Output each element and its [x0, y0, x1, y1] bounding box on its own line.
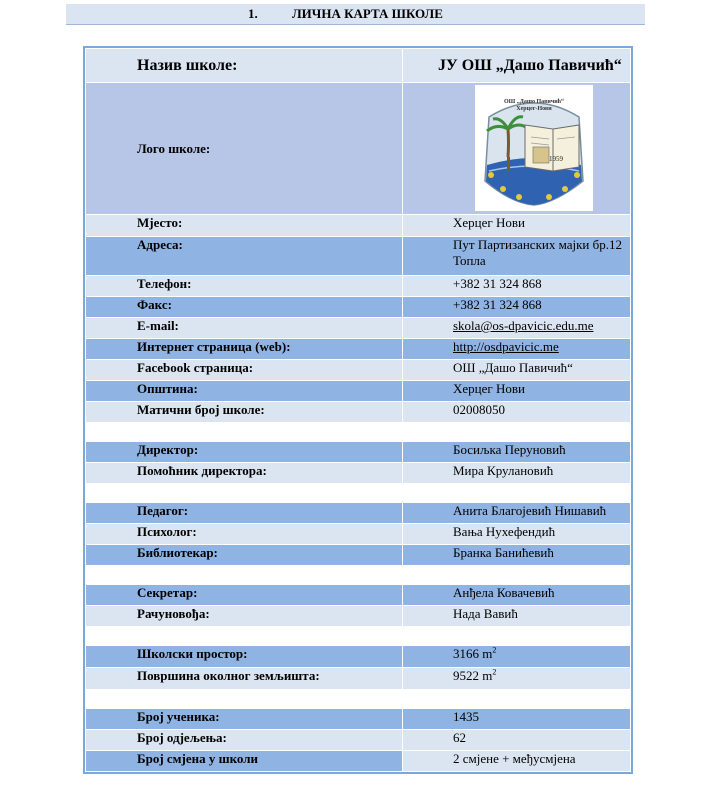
website-link[interactable]: http://osdpavicic.me	[453, 339, 559, 354]
table-row-sekretar	[86, 585, 631, 606]
email-cell	[403, 318, 631, 339]
table-row-school-name	[86, 49, 631, 83]
row-value-land	[403, 668, 631, 690]
row-value: Анита Благојевић Нишавић	[403, 503, 631, 524]
row-value: +382 31 324 868	[403, 297, 631, 318]
row-label: Број смјена у школи	[86, 751, 403, 772]
school-name-value: ЈУ ОШ „Дашо Павичић“	[403, 49, 631, 83]
address-line-2: Топла	[453, 253, 486, 268]
row-value: Вања Нухефендић	[403, 524, 631, 545]
row-label: E-mail:	[86, 318, 403, 339]
row-value-area	[403, 646, 631, 668]
table-row-prostor	[86, 646, 631, 668]
spacer-row	[86, 690, 631, 709]
row-label: Број одјељења:	[86, 730, 403, 751]
web-cell	[403, 339, 631, 360]
table-row-web	[86, 339, 631, 360]
land-value: 9522 m	[453, 668, 493, 683]
spacer-row	[86, 484, 631, 503]
school-logo	[475, 85, 593, 211]
table-row-bibliotekar	[86, 545, 631, 566]
land-exponent: 2	[492, 667, 497, 677]
row-label: Интернет страница (web):	[86, 339, 403, 360]
logo-text-town: Херцег-Нови	[516, 106, 552, 112]
table-row-facebook	[86, 360, 631, 381]
table-row-telefon	[86, 276, 631, 297]
row-value: 2 смјене + међусмјена	[403, 751, 631, 772]
address-line-1: Пут Партизанских мајки бр.12	[453, 237, 623, 252]
spacer-row	[86, 627, 631, 646]
table-row-maticni	[86, 402, 631, 423]
row-value: Херцег Нови	[403, 381, 631, 402]
row-value: +382 31 324 868	[403, 276, 631, 297]
section-number: 1.	[248, 6, 258, 21]
table-row-email	[86, 318, 631, 339]
row-label: Помоћник директора:	[86, 463, 403, 484]
row-value: Нада Вавић	[403, 606, 631, 627]
row-label: Секретар:	[86, 585, 403, 606]
area-exponent: 2	[492, 645, 497, 655]
row-label: Телефон:	[86, 276, 403, 297]
logo-year: 1959	[549, 155, 563, 163]
table-row-logo	[86, 83, 631, 215]
row-label: Библиотекар:	[86, 545, 403, 566]
table-row-odjeljenja	[86, 730, 631, 751]
row-value: ОШ „Дашо Павичић“	[403, 360, 631, 381]
table-row-zemljiste	[86, 668, 631, 690]
row-label: Facebook страница:	[86, 360, 403, 381]
row-value-address	[403, 237, 631, 276]
table-row-mjesto	[86, 215, 631, 237]
email-link[interactable]: skola@os-dpavicic.edu.me	[453, 318, 594, 333]
logo-label: Лого школе:	[86, 83, 403, 215]
row-value: Босиљка Перуновић	[403, 442, 631, 463]
school-name-label: Назив школе:	[86, 49, 403, 83]
row-value: Бранка Банићевић	[403, 545, 631, 566]
row-label: Адреса:	[86, 237, 403, 276]
logo-cell	[403, 83, 631, 215]
row-label: Факс:	[86, 297, 403, 318]
row-label: Рачуновођа:	[86, 606, 403, 627]
table-row-racunovodja	[86, 606, 631, 627]
row-value: Херцег Нови	[403, 215, 631, 237]
table-row-adresa	[86, 237, 631, 276]
table-row-ucenici	[86, 709, 631, 730]
table-row-opstina	[86, 381, 631, 402]
table-row-faks	[86, 297, 631, 318]
row-value: 02008050	[403, 402, 631, 423]
row-label: Матични број школе:	[86, 402, 403, 423]
school-id-card	[83, 46, 633, 774]
spacer-row	[86, 566, 631, 585]
row-label: Школски простор:	[86, 646, 403, 668]
row-value: Анђела Ковачевић	[403, 585, 631, 606]
row-value: Мира Крулановић	[403, 463, 631, 484]
table-row-psiholog	[86, 524, 631, 545]
row-value: 62	[403, 730, 631, 751]
table-row-direktor	[86, 442, 631, 463]
logo-text-school: ОШ „Дашо Павичић“	[504, 99, 564, 105]
section-title: ЛИЧНА КАРТА ШКОЛЕ	[292, 6, 443, 21]
row-label: Директор:	[86, 442, 403, 463]
row-label: Број ученика:	[86, 709, 403, 730]
area-value: 3166 m	[453, 646, 493, 661]
row-label: Површина околног земљишта:	[86, 668, 403, 690]
table-row-smjene	[86, 751, 631, 772]
spacer-row	[86, 423, 631, 442]
row-label: Мјесто:	[86, 215, 403, 237]
row-label: Психолог:	[86, 524, 403, 545]
table-row-pomocnik	[86, 463, 631, 484]
school-info-table	[85, 48, 631, 772]
section-title-bar	[66, 4, 645, 25]
row-label: Општина:	[86, 381, 403, 402]
row-label: Педагог:	[86, 503, 403, 524]
row-value: 1435	[403, 709, 631, 730]
table-row-pedagog	[86, 503, 631, 524]
